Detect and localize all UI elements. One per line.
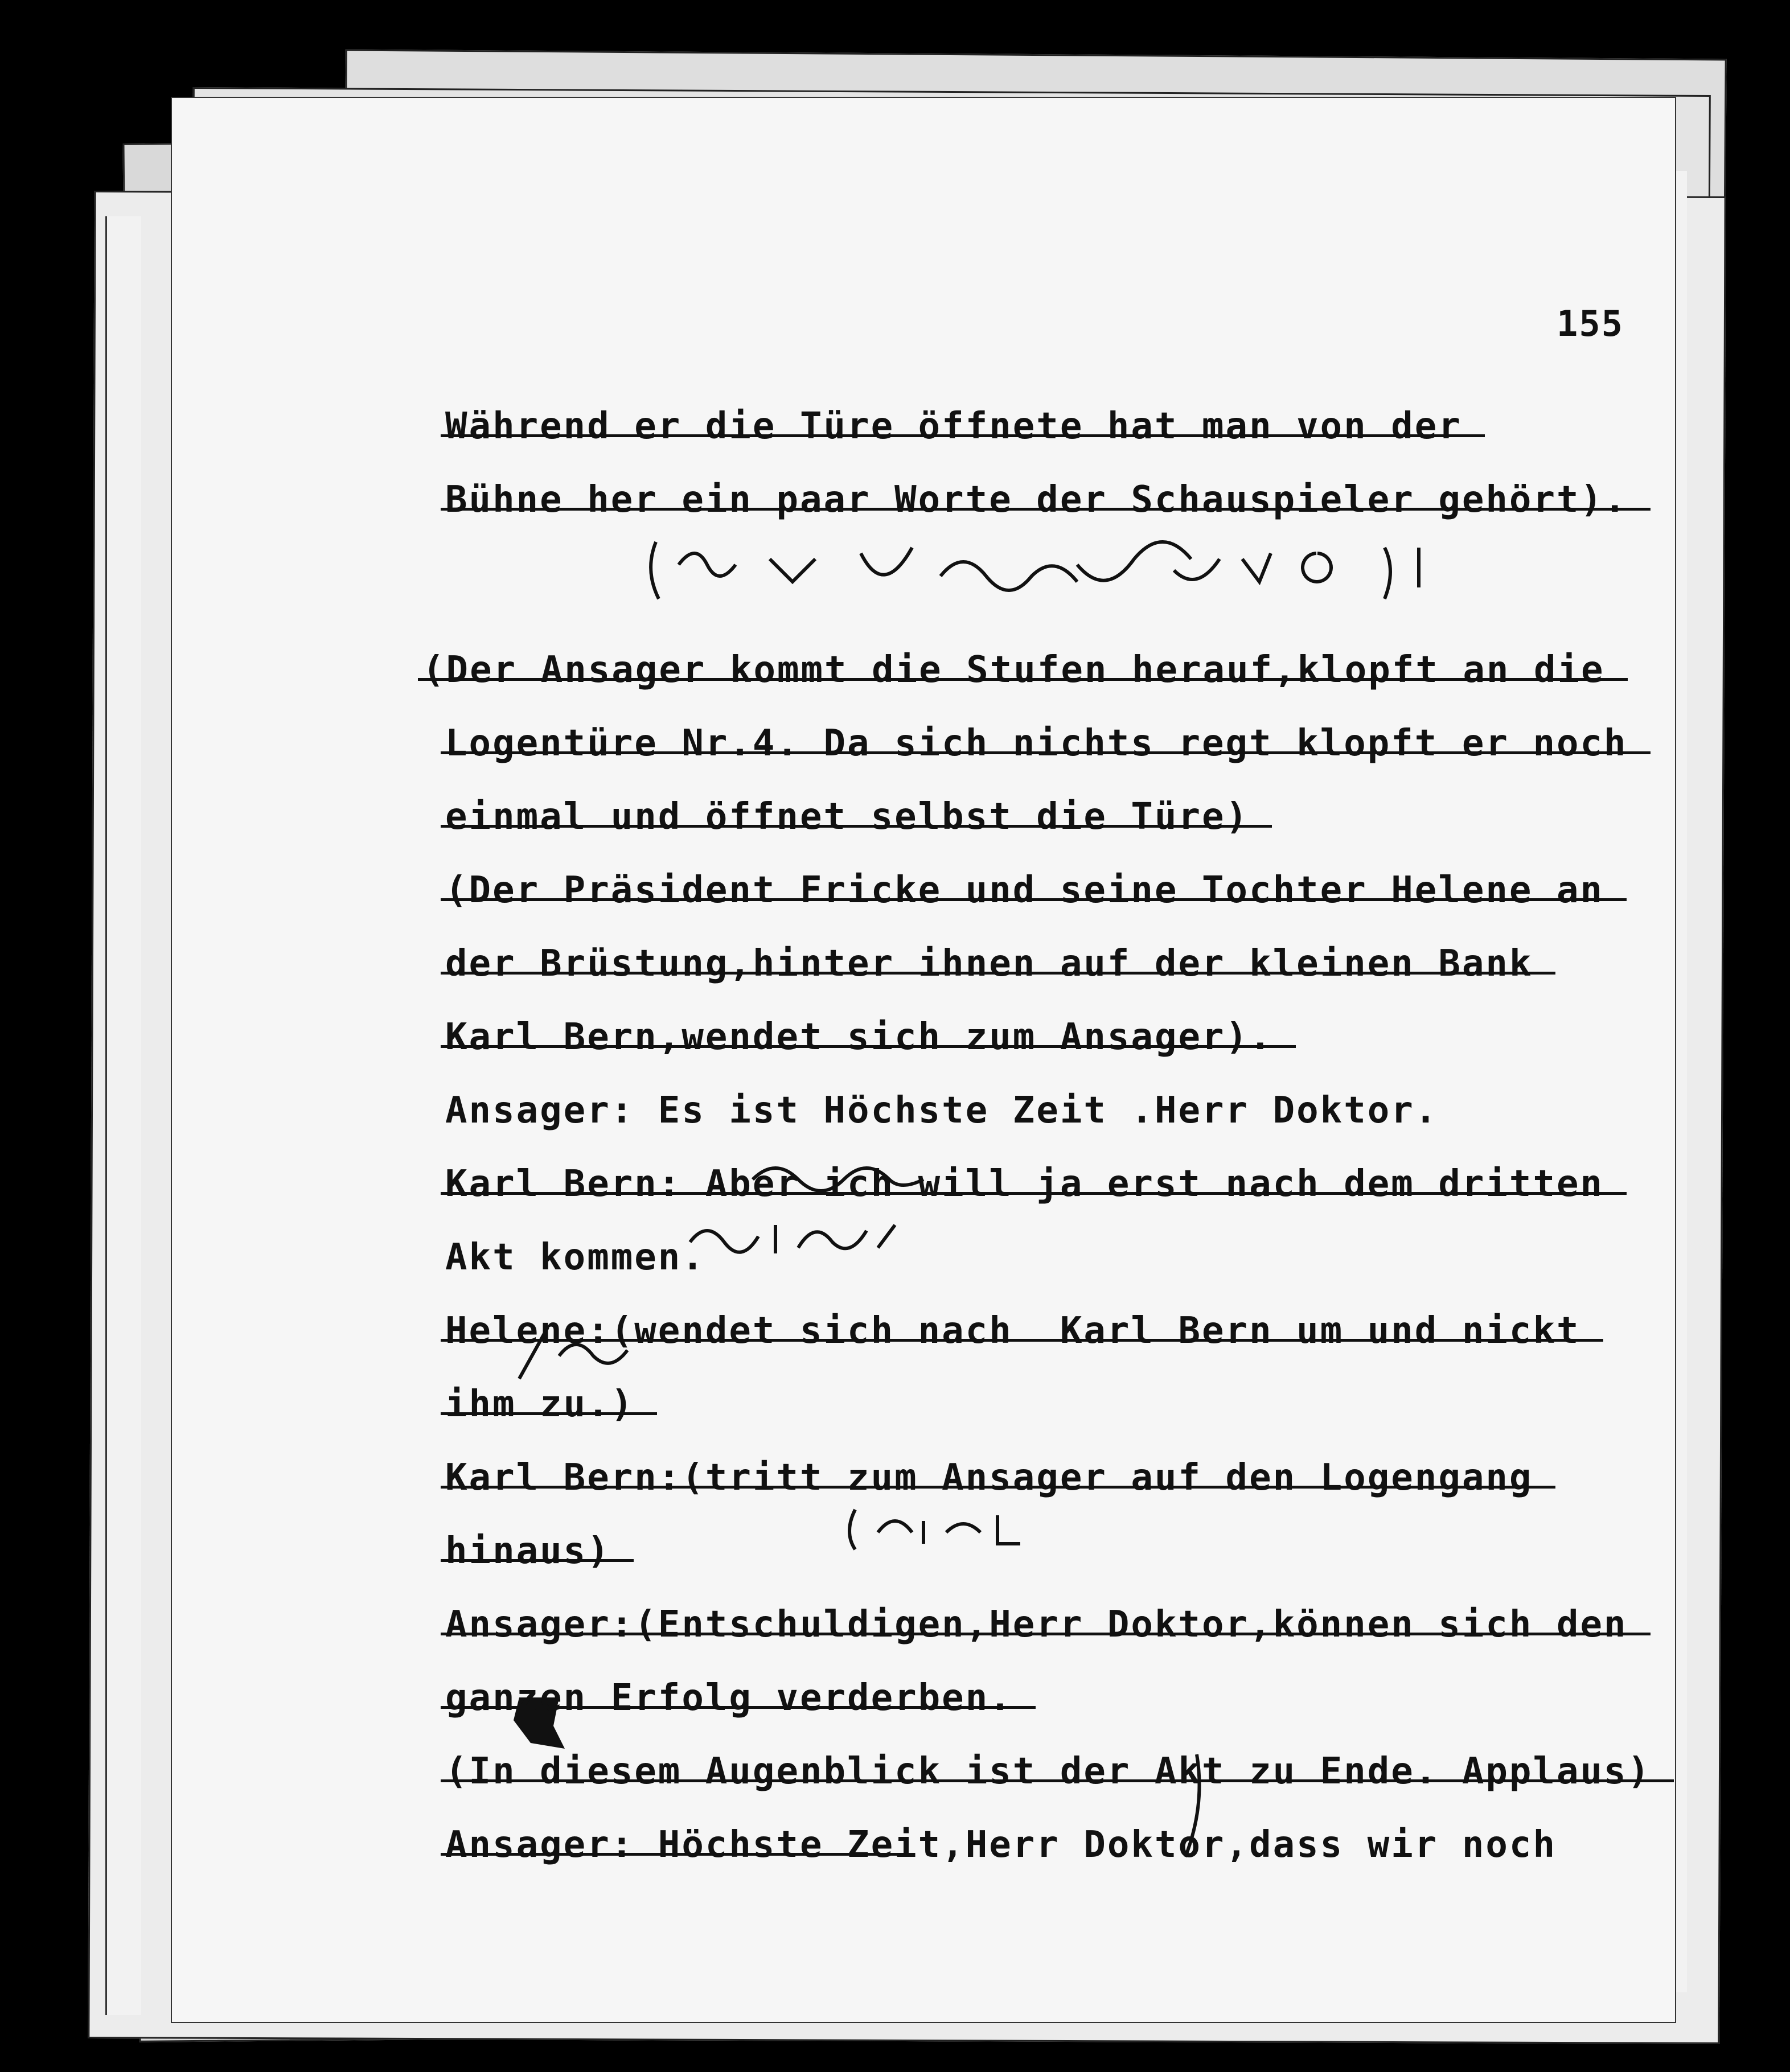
- typed-text-block: [422, 405, 1698, 1897]
- text-line: ihm zu.): [445, 1383, 1698, 1457]
- document-page: [171, 97, 1676, 2023]
- text-line: Karl Bern:(tritt zum Ansager auf den Logengang: [445, 1457, 1698, 1530]
- text-line: (Der Präsident Fricke und seine Tochter Helene an: [445, 869, 1698, 943]
- annotation-spacer: [445, 552, 1698, 649]
- text-line: Logentüre Nr.4. Da sich nichts regt klopft er noch: [445, 722, 1698, 796]
- text-line: Karl Bern: Aber ich will ja erst nach dem dritten: [445, 1163, 1698, 1236]
- text-line: (In diesem Augenblick ist der Akt zu Ende. Applaus): [445, 1750, 1698, 1824]
- text-line: Helene:(wendet sich nach Karl Bern um und nickt: [445, 1310, 1698, 1383]
- text-line: der Brüstung,hinter ihnen auf der kleinen Bank: [445, 943, 1698, 1016]
- text-line: Karl Bern,wendet sich zum Ansager).: [445, 1016, 1698, 1090]
- sheet-edge: [105, 216, 141, 2015]
- text-line: Ansager: Höchste Zeit,Herr Doktor,dass wir noch: [445, 1824, 1698, 1897]
- page-number: 155: [1557, 303, 1624, 344]
- text-line: hinaus): [445, 1530, 1698, 1604]
- text-line: Bühne her ein paar Worte der Schauspieler gehört).: [445, 479, 1698, 552]
- text-line: Ansager:(Entschuldigen,Herr Doktor,können sich den: [445, 1604, 1698, 1677]
- text-line: einmal und öffnet selbst die Türe): [445, 796, 1698, 869]
- text-line: Akt kommen.: [445, 1236, 705, 1278]
- text-line: Ansager: Es ist Höchste Zeit .Herr Doktor.: [445, 1090, 1439, 1132]
- text-line: ganzen Erfolg verderben.: [445, 1677, 1698, 1750]
- text-line: Während er die Türe öffnete hat man von der: [445, 405, 1698, 479]
- text-line: (Der Ansager kommt die Stufen herauf,klopft an die: [422, 649, 1698, 722]
